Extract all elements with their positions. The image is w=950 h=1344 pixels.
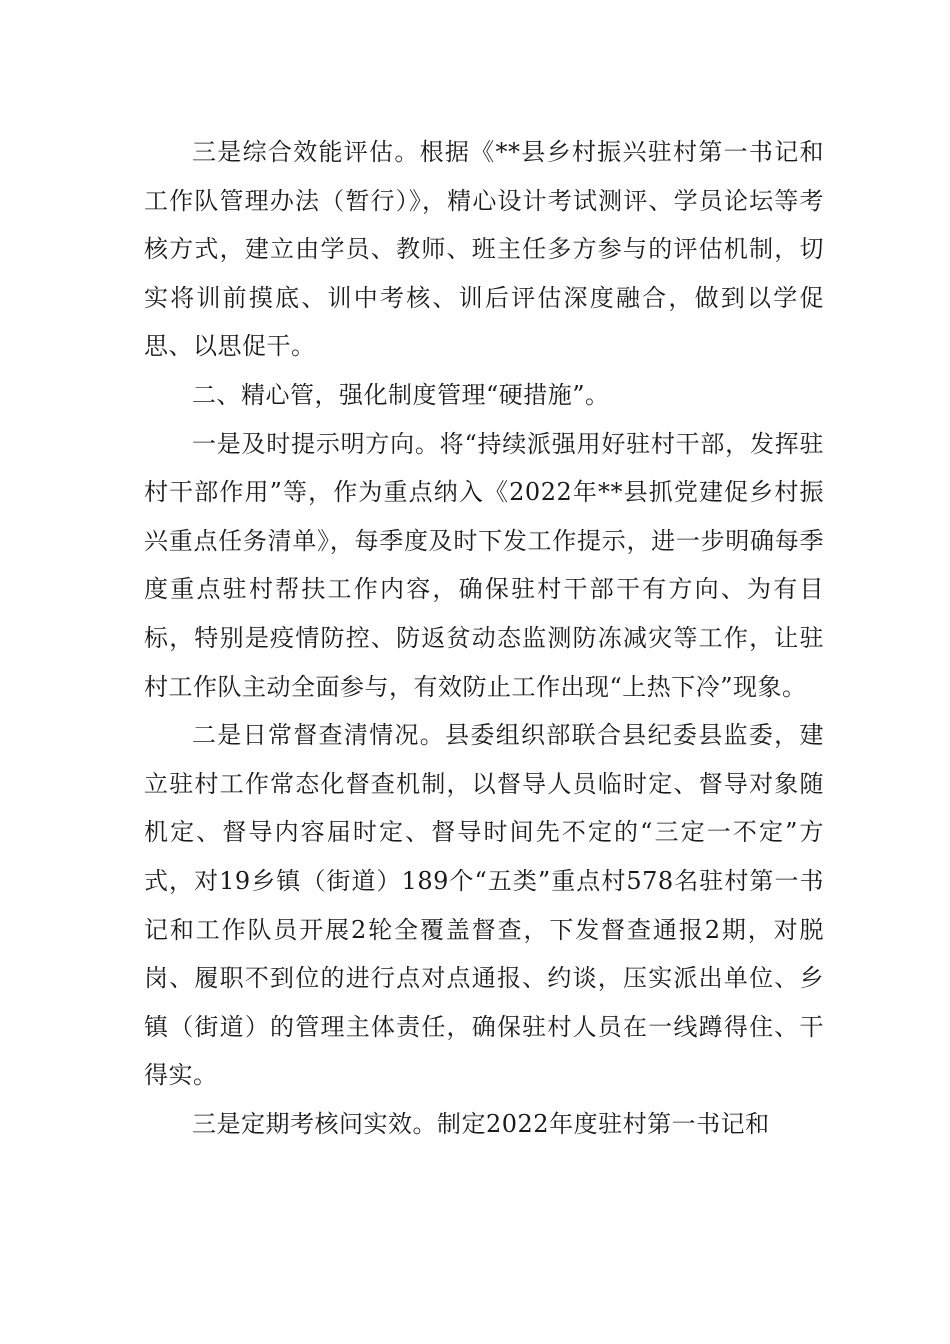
document-body: [144, 128, 824, 1148]
paragraph-daily-inspection: 二是日常督查清情况。县委组织部联合县纪委县监委，建立驻村工作常态化督查机制，以督导人员临时定、督导对象随机定、督导内容届时定、督导时间先不定的“三定一不定”方式，对19乡镇（街道）189个“五类”重点村578名驻村第一书记和工作队员开展2轮全覆盖督查，下发督查通报2期，对脱岗、履职不到位的进行点对点通报、约谈，压实派出单位、乡镇（街道）的管理主体责任，确保驻村人员在一线蹲得住、干得实。: [144, 721, 824, 1090]
section-heading-management: 二、精心管，强化制度管理“硬措施”。: [192, 380, 610, 409]
paragraph-comprehensive-evaluation: 三是综合效能评估。根据《**县乡村振兴驻村第一书记和工作队管理办法（暂行）》，精心设计考试测评、学员论坛等考核方式，建立由学员、教师、班主任多方参与的评估机制，切实将训前摸底、训中考核、训后评估深度融合，做到以学促思、以思促干。: [144, 138, 824, 361]
paragraph-timely-reminders: 一是及时提示明方向。将“持续派强用好驻村干部，发挥驻村干部作用”等，作为重点纳入《2022年**县抓党建促乡村振兴重点任务清单》，每季度及时下发工作提示，进一步明确每季度重点驻村帮扶工作内容，确保驻村干部干有方向、为有目标，特别是疫情防控、防返贫动态监测防冻减灾等工作，让驻村工作队主动全面参与，有效防止工作出现“上热下冷”现象。: [144, 429, 824, 701]
paragraph-regular-assessment: 三是定期考核问实效。制定2022年度驻村第一书记和: [192, 1109, 770, 1138]
